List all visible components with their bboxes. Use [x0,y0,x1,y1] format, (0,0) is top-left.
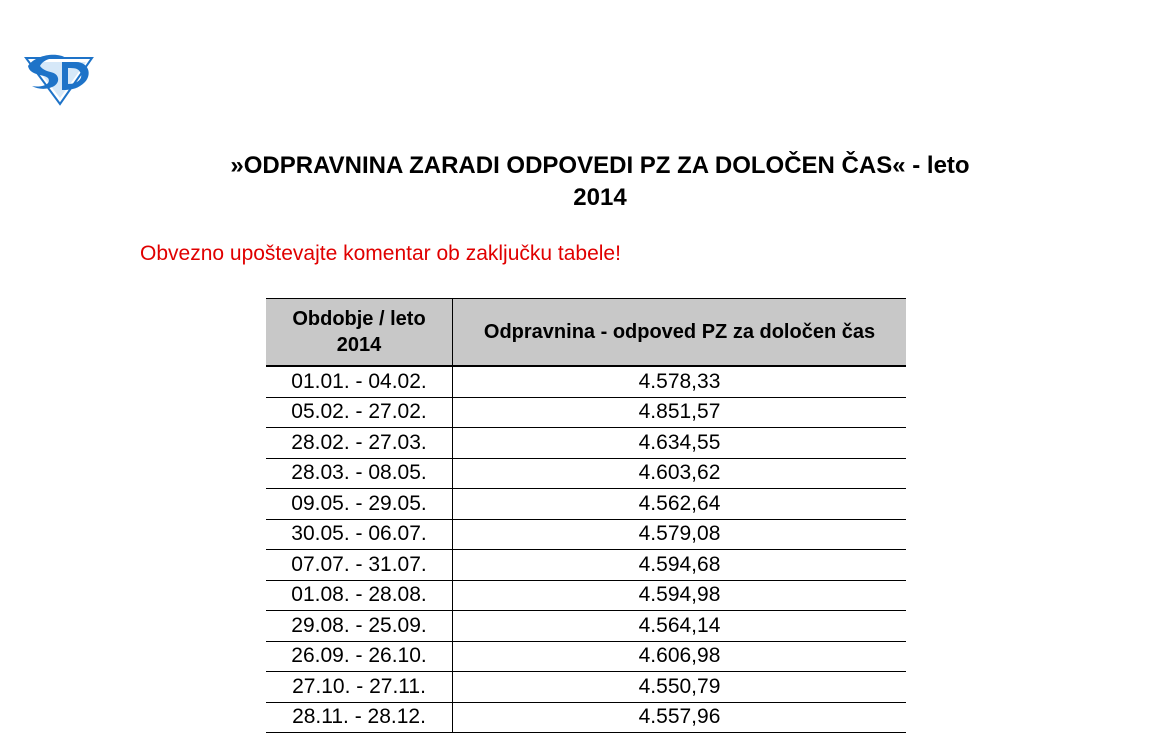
period-cell: 28.02. - 27.03. [266,428,453,459]
amount-cell: 4.603,62 [453,458,907,489]
period-cell: 28.11. - 28.12. [266,702,453,733]
amount-cell: 4.594,98 [453,580,907,611]
shield-logo-icon [22,48,98,106]
table-row [266,519,906,550]
amount-cell: 4.578,33 [453,366,907,397]
title-line-2: 2014 [573,184,627,211]
page-title [140,150,1060,214]
header-period: Obdobje / leto 2014 [266,299,453,367]
period-cell: 01.08. - 28.08. [266,580,453,611]
amount-cell: 4.594,68 [453,550,907,581]
amount-cell: 4.562,64 [453,489,907,520]
table-row [266,580,906,611]
period-cell: 09.05. - 29.05. [266,489,453,520]
amount-cell: 4.851,57 [453,397,907,428]
period-cell: 27.10. - 27.11. [266,672,453,703]
table-row [266,366,906,397]
amount-cell: 4.557,96 [453,702,907,733]
amount-cell: 4.634,55 [453,428,907,459]
table-row [266,641,906,672]
period-cell: 30.05. - 06.07. [266,519,453,550]
severance-table [266,298,906,733]
table-row [266,397,906,428]
amount-cell: 4.579,08 [453,519,907,550]
table-header-row [266,299,906,367]
period-cell: 29.08. - 25.09. [266,611,453,642]
table-row [266,489,906,520]
period-cell: 26.09. - 26.10. [266,641,453,672]
header-amount: Odpravnina - odpoved PZ za določen čas [453,299,907,367]
period-cell: 28.03. - 08.05. [266,458,453,489]
period-cell: 01.01. - 04.02. [266,366,453,397]
table-row [266,428,906,459]
table-row [266,702,906,733]
table-row [266,550,906,581]
title-line-1: »ODPRAVNINA ZARADI ODPOVEDI PZ ZA DOLOČEN ČAS« - leto [230,152,970,179]
table-row [266,458,906,489]
period-cell: 07.07. - 31.07. [266,550,453,581]
table-row [266,611,906,642]
period-cell: 05.02. - 27.02. [266,397,453,428]
amount-cell: 4.564,14 [453,611,907,642]
amount-cell: 4.606,98 [453,641,907,672]
notice-text: Obvezno upoštevajte komentar ob zaključku tabele! [140,242,621,265]
table-row [266,672,906,703]
amount-cell: 4.550,79 [453,672,907,703]
